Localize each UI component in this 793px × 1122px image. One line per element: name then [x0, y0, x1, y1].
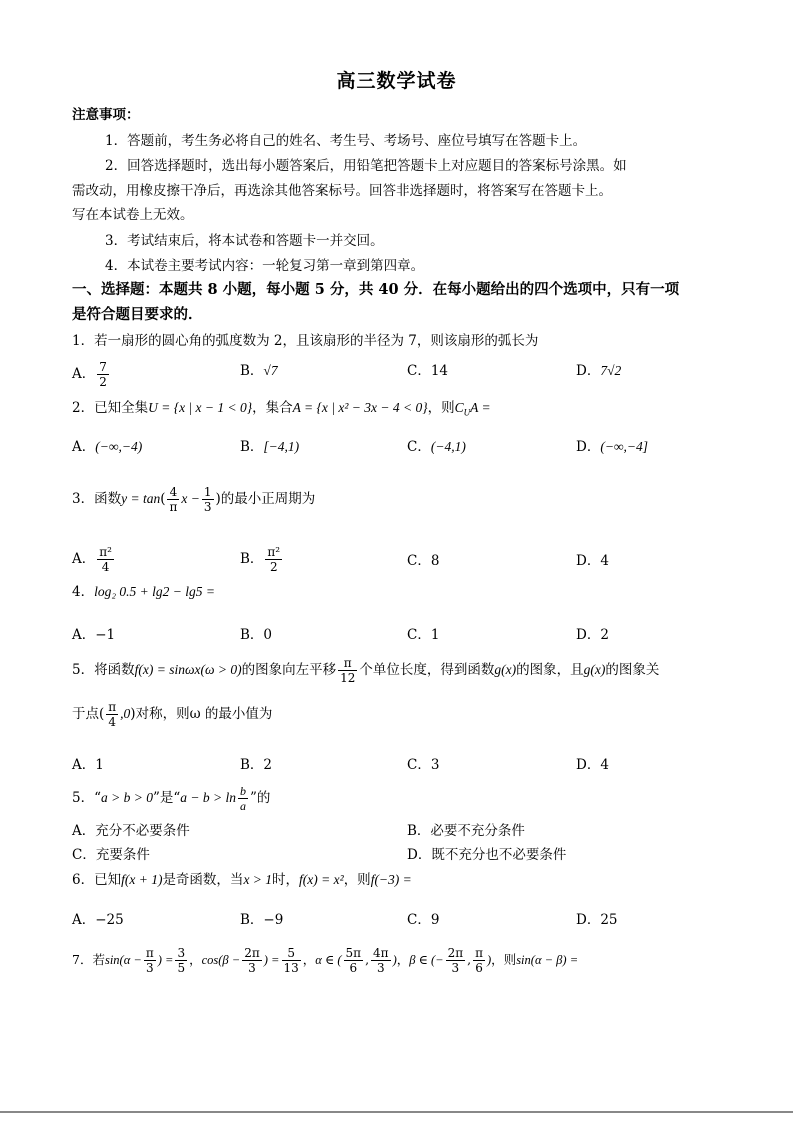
notice-item-4: 4．本试卷主要考试内容：一轮复习第一章到第四章。 [105, 258, 425, 274]
question-3-stem: 3．函数y = tan( $\frac{4}{\pi}$ x − $\frac{1}{3}$ )的最小正周期为 [72, 485, 316, 514]
question-5b-stem: 5．“a > b > 0”是“a − b > ln $\frac{b}{a}$ ”的 [72, 784, 271, 813]
question-6-option-c: C．9 [407, 912, 440, 928]
page-title: 高三数学试卷 [336, 70, 457, 92]
notice-item-2-end: 写在本试卷上无效。 [72, 207, 194, 223]
question-4-option-b: B．0 [240, 627, 273, 643]
question-1-option-d: D．7√2 [576, 363, 622, 379]
question-6-option-d: D．25 [576, 912, 618, 928]
question-2-option-a: A．(−∞,−4) [72, 439, 143, 455]
question-3-option-c: C．8 [407, 553, 440, 569]
question-5a-stem-cont: 于点( $\frac{\pi}{4}$ ,0)对称，则ω 的最小值为 [72, 700, 273, 729]
question-5a-stem: 5．将函数f(x) = sinωx(ω > 0)的图象向左平移 $\frac{\pi}{12}$ 个单位长度，得到函数g(x)的图象，且g(x)的图象关 [72, 656, 660, 685]
question-4-option-a: A．−1 [72, 627, 116, 643]
section-heading-cont: 是符合题目要求的． [72, 306, 203, 323]
question-2-option-c: C．(−4,1) [407, 439, 466, 455]
question-1-stem: 1．若一扇形的圆心角的弧度数为 2，且该扇形的半径为 7，则该扇形的弧长为 [72, 333, 539, 349]
section-heading: 一、选择题：本题共 8 小题，每小题 5 分，共 40 分．在每小题给出的四个选项中，只有一项 [72, 281, 680, 298]
question-5a-option-c: C．3 [407, 757, 440, 773]
notice-item-2-cont: 需改动，用橡皮擦干净后，再选涂其他答案标号。回答非选择题时，将答案写在答题卡上。 [72, 183, 612, 199]
question-3-option-b: B． $\frac{\text{π²}}{2}$ [240, 545, 281, 574]
question-2-stem: 2．已知全集U = {x | x − 1 < 0}，集合A = {x | x² − 3x − 4 < 0}，则$C_UA$ = [72, 400, 491, 418]
question-6-option-a: A．−25 [72, 912, 124, 928]
question-5a-option-b: B．2 [240, 757, 273, 773]
question-1-option-b: B．√7 [240, 363, 278, 379]
notice-item-2: 2．回答选择题时，选出每小题答案后，用铅笔把答题卡上对应题目的答案标号涂黑。如 [105, 158, 627, 174]
question-5a-option-d: D．4 [576, 757, 609, 773]
question-6-stem: 6．已知f(x + 1)是奇函数，当x > 1时，f(x) = x²，则f(−3) = [72, 872, 412, 888]
question-4-option-c: C．1 [407, 627, 440, 643]
question-7-stem: 7．若sin(α − $\frac{\pi}{3}$ ) = $\frac{3}{5}$ ，cos(β − $\frac{2\pi}{3}$ ) = $\frac{5}{13}$ ，α ∈ ( $\frac{5\pi}{6}$ , $\frac{4\pi}{3}$ )，β ∈ (− $\frac{2\pi}{3}$ , $\frac{\pi}{6}$ )，则sin(α − β) = [72, 946, 579, 975]
question-3-option-d: D．4 [576, 553, 609, 569]
question-4-stem: 4．log₂ 0.5 + lg2 − lg5 = [72, 584, 215, 600]
question-2-option-d: D．(−∞,−4] [576, 439, 649, 455]
notice-item-3: 3．考试结束后，将本试卷和答题卡一并交回。 [105, 233, 384, 249]
question-2-option-b: B．[−4,1) [240, 439, 300, 455]
question-3-option-a: A． $\frac{\text{π²}}{4}$ [72, 545, 112, 574]
question-5b-option-b: B．必要不充分条件 [407, 823, 525, 839]
question-6-option-b: B．−9 [240, 912, 284, 928]
question-1-option-c: C．14 [407, 363, 449, 379]
notice-heading: 注意事项： [72, 107, 140, 123]
question-4-option-d: D．2 [576, 627, 609, 643]
question-5b-option-d: D．既不充分也不必要条件 [407, 847, 567, 863]
question-1-option-a: A． $\frac{7}{2}$ [72, 360, 107, 389]
question-5b-option-c: C．充要条件 [72, 847, 150, 863]
notice-item-1: 1．答题前，考生务必将自己的姓名、考生号、考场号、座位号填写在答题卡上。 [105, 133, 587, 149]
page-bottom-rule [0, 1111, 793, 1113]
question-5b-option-a: A．充分不必要条件 [72, 823, 190, 839]
question-5a-option-a: A．1 [72, 757, 104, 773]
